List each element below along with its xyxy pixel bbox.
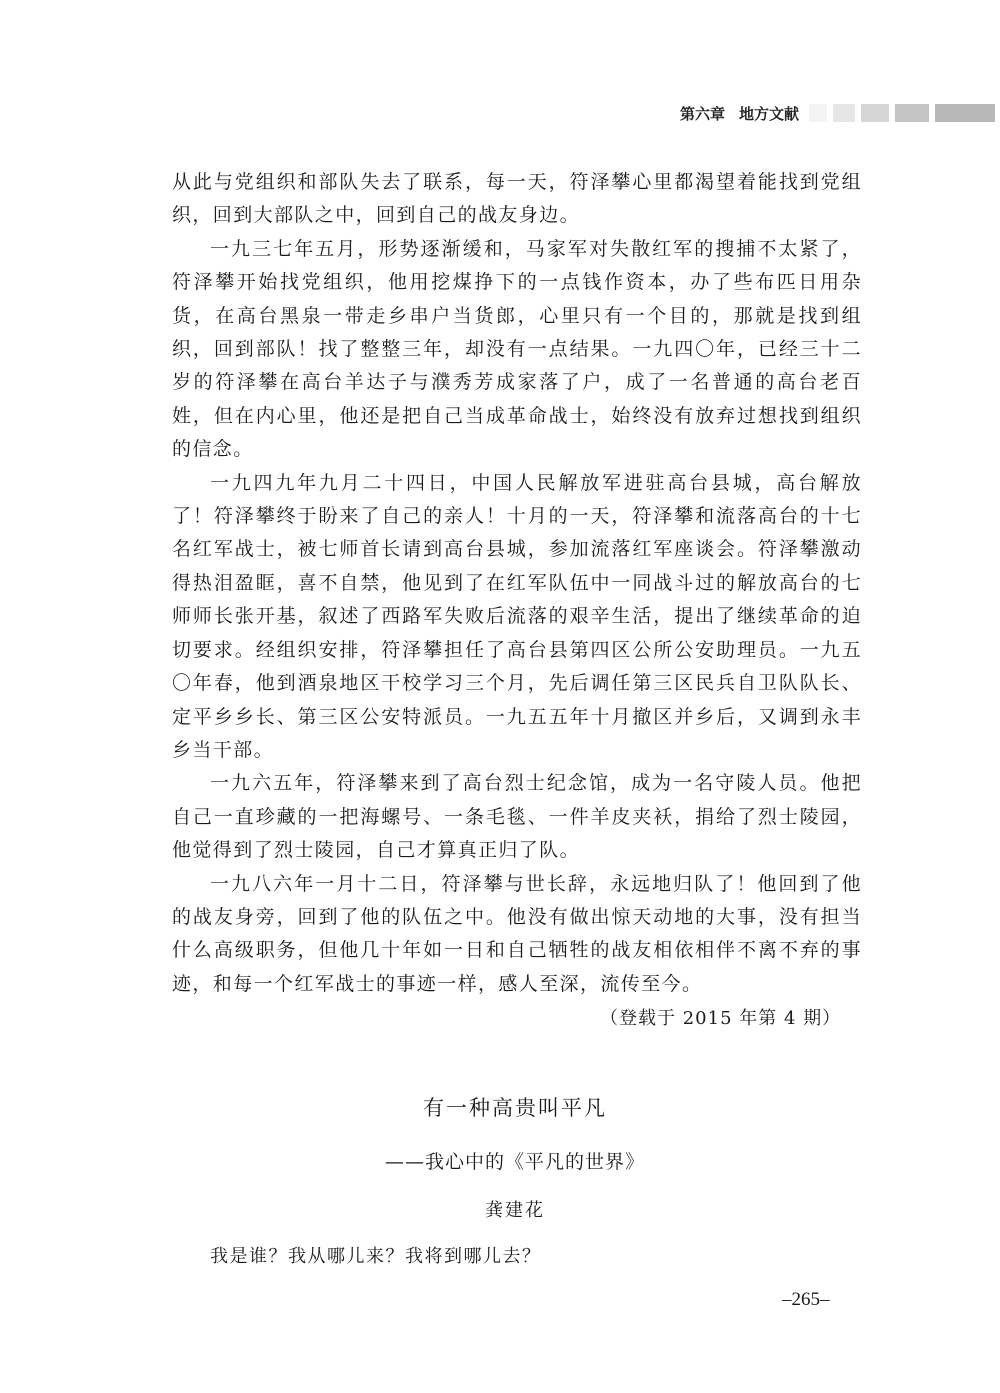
chapter-label: 第六章 bbox=[680, 104, 726, 123]
paragraph: 一九六五年，符泽攀来到了高台烈士纪念馆，成为一名守陵人员。他把自己一直珍藏的一把海螺号、一条毛毯、一件羊皮夹袄，捐给了烈士陵园，他觉得到了烈士陵园，自己才算真正归了队。 bbox=[172, 772, 862, 862]
paragraph: 从此与党组织和部队失去了联系，每一天，符泽攀心里都渴望着能找到党组织，回到大部队之中，回到自己的战友身边。 bbox=[172, 171, 862, 227]
header-bar-4 bbox=[895, 104, 929, 122]
section-label: 地方文献 bbox=[739, 104, 800, 123]
article-author: 龚建花 bbox=[485, 1200, 545, 1221]
header-bar-5 bbox=[935, 104, 995, 122]
chapter-heading bbox=[680, 103, 799, 124]
article-title: 有一种高贵叫平凡 bbox=[423, 1096, 607, 1120]
source-note: （登载于 2015 年第 4 期） bbox=[600, 1008, 842, 1029]
header-bar-3 bbox=[861, 104, 889, 122]
paragraph: 一九八六年一月十二日，符泽攀与世长辞，永远地归队了！他回到了他的战友身旁，回到了他的队伍之中。他没有做出惊天动地的大事，没有担当什么高级职务，但他几十年如一日和自己牺牲的战友相依相伴不离不弃的事迹，和每一个红军战士的事迹一样，感人至深，流传至今。 bbox=[172, 872, 862, 995]
header-bar-2 bbox=[833, 104, 855, 122]
paragraph: 一九三七年五月，形势逐渐缓和，马家军对失散红军的搜捕不太紧了，符泽攀开始找党组织，他用挖煤挣下的一点钱作资本，办了些布匹日用杂货，在高台黑泉一带走乡串户当货郎，心里只有一个目的，那就是找到组织，回到部队！找了整整三年，却没有一点结果。一九四〇年，已经三十二岁的符泽攀在高台羊达子与濮秀芳成家落了户，成了一名普通的高台老百姓，但在内心里，他还是把自己当成革命战士，始终没有放弃过想找到组织的信念。 bbox=[172, 237, 862, 461]
running-header bbox=[680, 100, 995, 126]
header-bar-1 bbox=[809, 104, 827, 122]
article-first-line: 我是谁？我从哪儿来？我将到哪儿去？ bbox=[210, 1246, 542, 1267]
page-number: –265– bbox=[782, 1289, 830, 1310]
article-subtitle: ——我心中的《平凡的世界》 bbox=[384, 1151, 645, 1173]
paragraph: 一九四九年九月二十四日，中国人民解放军进驻高台县城，高台解放了！符泽攀终于盼来了自己的亲人！十月的一天，符泽攀和流落高台的十七名红军战士，被七师首长请到高台县城，参加流落红军座谈会。符泽攀激动得热泪盈眶，喜不自禁，他见到了在红军队伍中一同战斗过的解放高台的七师师长张开基，叙述了西路军失败后流落的艰辛生活，提出了继续革命的迫切要求。经组织安排，符泽攀担任了高台县第四区公所公安助理员。一九五〇年春，他到酒泉地区干校学习三个月，先后调任第三区民兵自卫队队长、定平乡乡长、第三区公安特派员。一九五五年十月撤区并乡后，又调到永丰乡当干部。 bbox=[172, 471, 862, 761]
article-body bbox=[172, 166, 862, 1001]
